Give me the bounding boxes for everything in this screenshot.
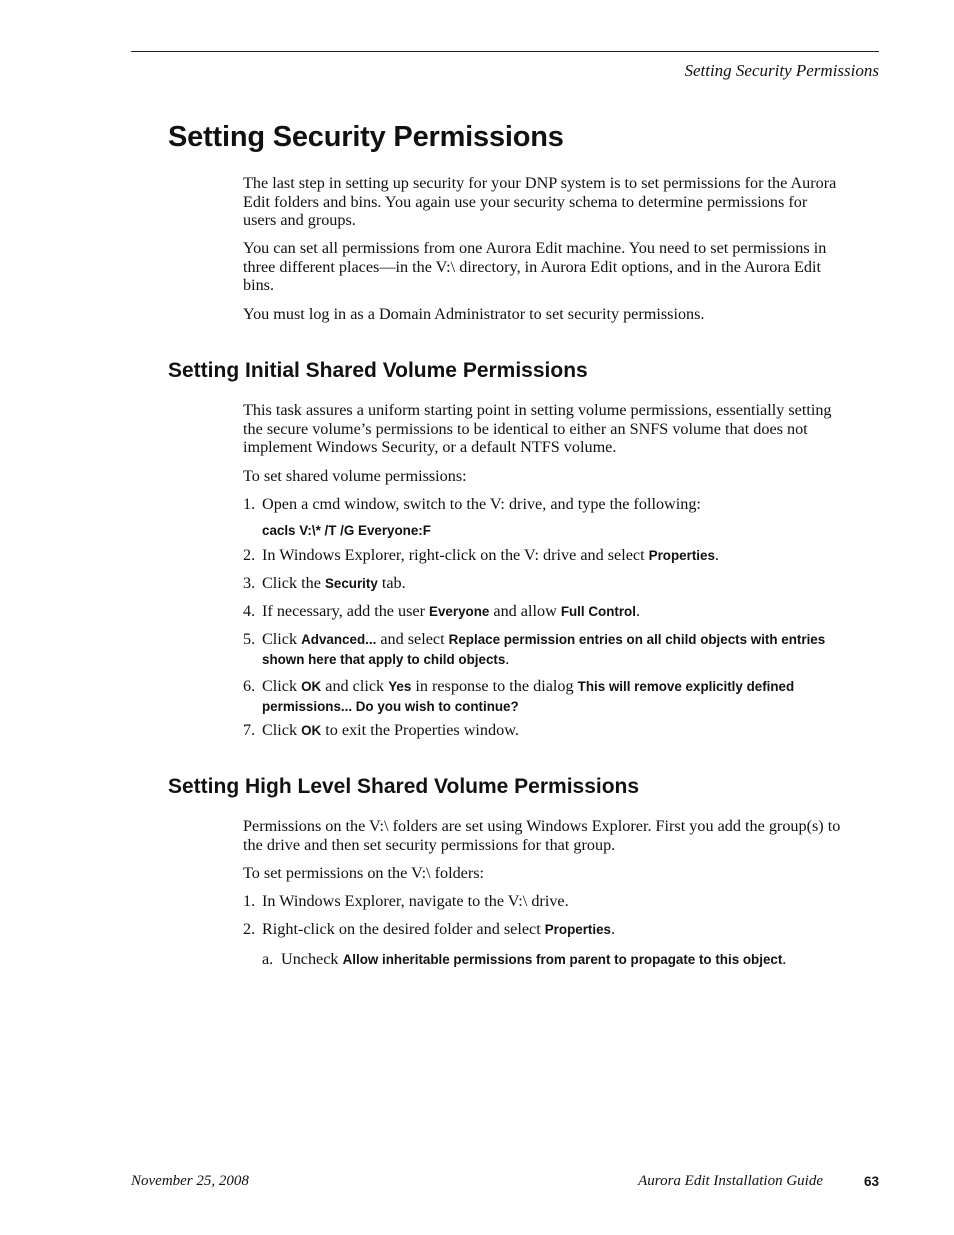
list-item: 7. Click OK to exit the Properties window. xyxy=(243,721,519,739)
section-heading-initial: Setting Initial Shared Volume Permissions xyxy=(168,359,588,382)
list-item: 6. Click OK and click Yes in response to the dialog This will remove explicitly defined permissions... Do you wish to continue? xyxy=(243,677,795,714)
sub-list-item: a. Uncheck Allow inheritable permissions from parent to propagate to this object. xyxy=(262,950,787,968)
command-text: cacls V:\* /T /G Everyone:F xyxy=(262,523,431,538)
footer-guide-title: Aurora Edit Installation Guide xyxy=(638,1173,823,1189)
footer-date: November 25, 2008 xyxy=(131,1173,249,1189)
intro-paragraph-3: You must log in as a Domain Administrator to set security permissions. xyxy=(243,305,705,323)
section1-intro: This task assures a uniform starting point in setting volume permissions, essentially setting the secure volume’s permissions to be identical to either an SNFS volume that does not implement Windows Security, or a default NTFS volume. xyxy=(243,401,832,457)
running-header: Setting Security Permissions xyxy=(684,61,879,80)
section2-lead: To set permissions on the V:\ folders: xyxy=(243,864,485,882)
page-number: 63 xyxy=(863,1174,879,1189)
section1-lead: To set shared volume permissions: xyxy=(243,467,467,485)
section2-intro: Permissions on the V:\ folders are set using Windows Explorer. First you add the group(s) to the drive and then set security permissions for that group. xyxy=(243,817,841,854)
list-item: 5. Click Advanced... and select Replace permission entries on all child objects with entries shown here that apply to child objects. xyxy=(243,630,826,668)
header-rule xyxy=(131,51,879,52)
list-item: 3. Click the Security tab. xyxy=(243,574,406,592)
list-item: 2. In Windows Explorer, right-click on the V: drive and select Properties. xyxy=(243,546,719,564)
intro-paragraph-1: The last step in setting up security for your DNP system is to set permissions for the Aurora Edit folders and bins. You again use your security schema to determine permissions for users and groups. xyxy=(243,174,837,230)
page-title: Setting Security Permissions xyxy=(168,121,564,153)
list-item: 2. Right-click on the desired folder and select Properties. xyxy=(243,920,616,938)
list-item: 4. If necessary, add the user Everyone and allow Full Control. xyxy=(243,602,640,620)
list-item: 1. Open a cmd window, switch to the V: drive, and type the following: xyxy=(243,495,701,513)
intro-paragraph-2: You can set all permissions from one Aurora Edit machine. You need to set permissions in three different places—in the V:\ directory, in Aurora Edit options, and in the Aurora Edit bins. xyxy=(243,239,827,295)
list-item: 1. In Windows Explorer, navigate to the V:\ drive. xyxy=(243,892,569,910)
section-heading-high-level: Setting High Level Shared Volume Permissions xyxy=(168,775,640,798)
